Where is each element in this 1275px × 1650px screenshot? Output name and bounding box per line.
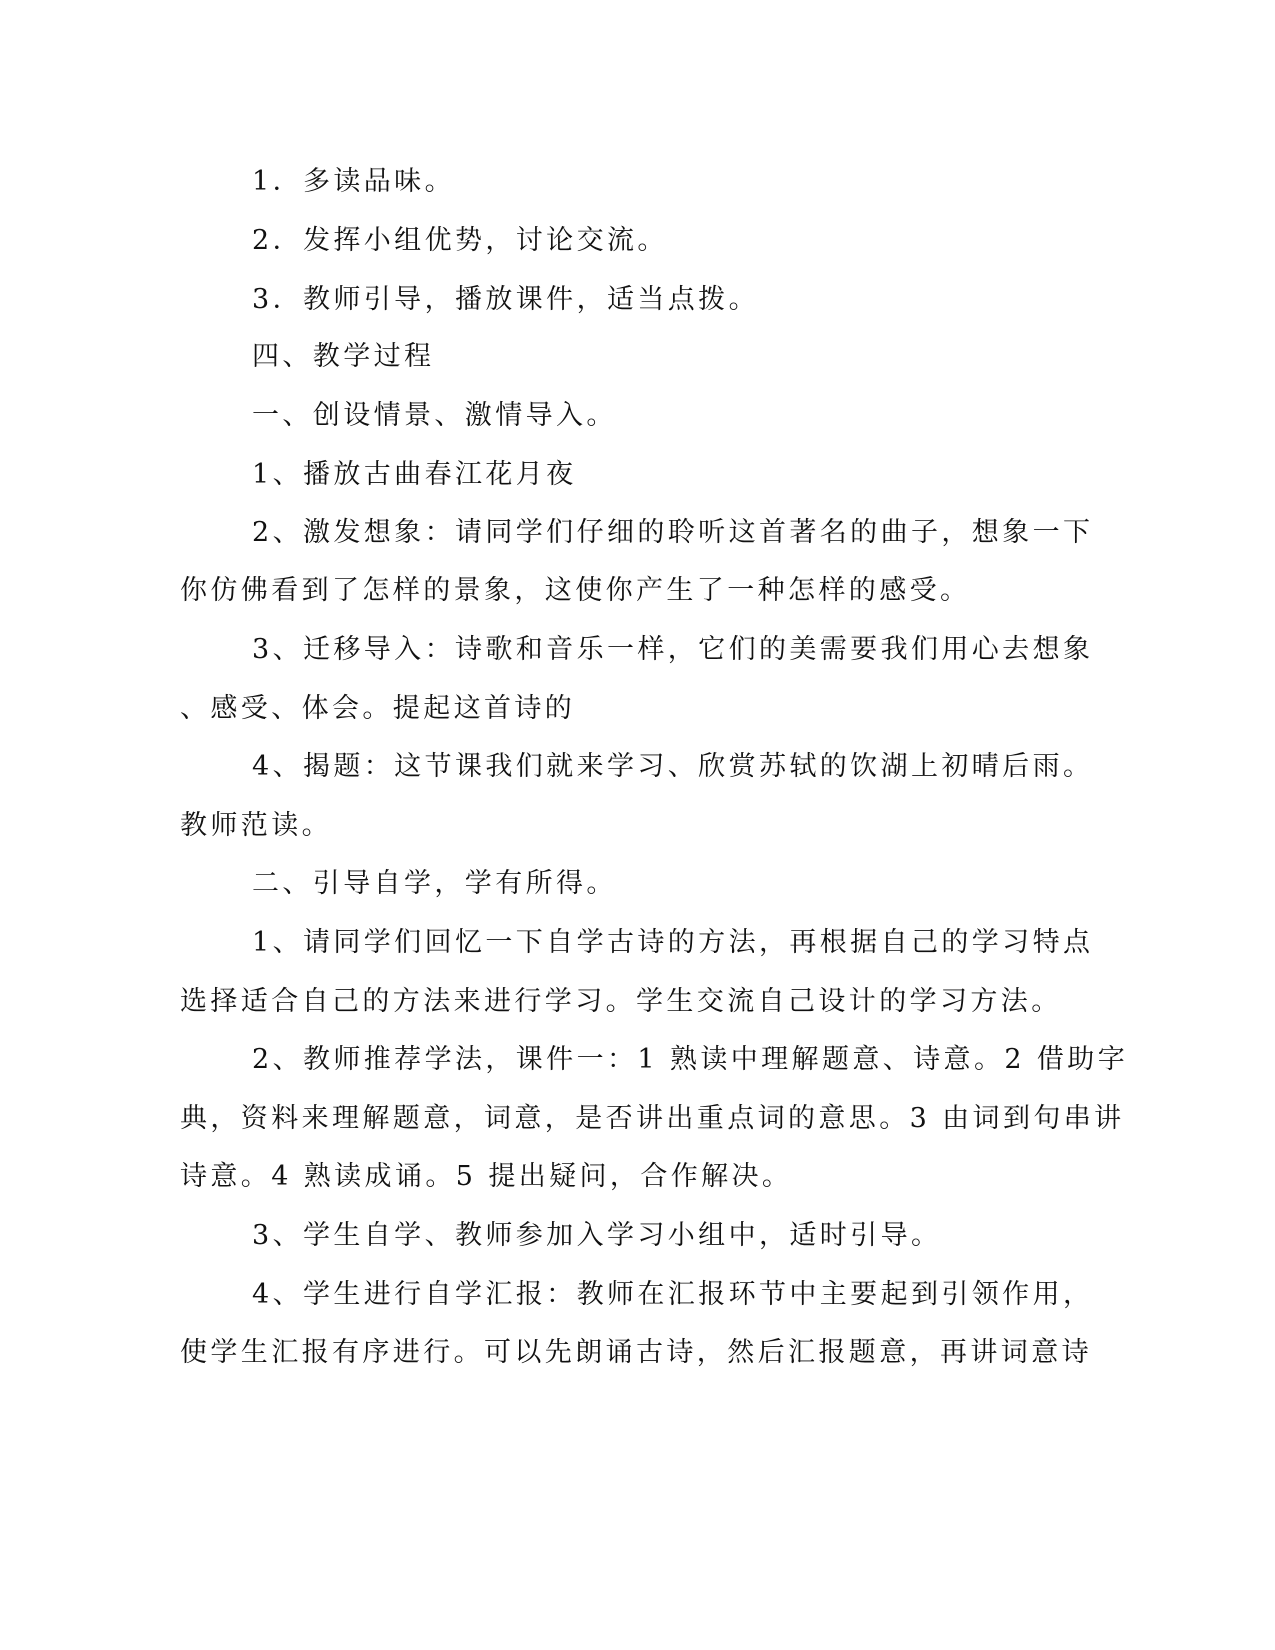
text-line: 4、学生进行自学汇报：教师在汇报环节中主要起到引领作用， — [252, 1279, 1094, 1310]
text-line: 3、迁移导入：诗歌和音乐一样，它们的美需要我们用心去想象 — [252, 634, 1094, 665]
text-line: 3．教师引导，播放课件，适当点拨。 — [252, 284, 759, 315]
section-heading: 一、创设情景、激情导入。 — [252, 400, 617, 431]
text-line: 、感受、体会。提起这首诗的 — [180, 693, 576, 724]
section-heading: 四、教学过程 — [252, 341, 435, 372]
text-line: 3、学生自学、教师参加入学习小组中，适时引导。 — [252, 1220, 942, 1251]
section-heading: 二、引导自学，学有所得。 — [252, 868, 617, 899]
text-line: 使学生汇报有序进行。可以先朗诵古诗，然后汇报题意，再讲词意诗 — [180, 1337, 1092, 1368]
text-line: 典，资料来理解题意，词意，是否讲出重点词的意思。3 由词到句串讲 — [180, 1103, 1125, 1134]
text-line: 2、激发想象：请同学们仔细的聆听这首著名的曲子，想象一下 — [252, 517, 1094, 548]
text-line: 诗意。4 熟读成诵。5 提出疑问，合作解决。 — [180, 1161, 793, 1192]
text-line: 教师范读。 — [180, 810, 332, 841]
text-line: 1．多读品味。 — [252, 166, 455, 197]
text-line: 2．发挥小组优势，讨论交流。 — [252, 225, 668, 256]
text-line: 4、揭题：这节课我们就来学习、欣赏苏轼的饮湖上初晴后雨。 — [252, 751, 1094, 782]
text-line: 2、教师推荐学法，课件一：1 熟读中理解题意、诗意。2 借助字 — [252, 1044, 1129, 1075]
text-line: 1、请同学们回忆一下自学古诗的方法，再根据自己的学习特点 — [252, 927, 1094, 958]
text-line: 1、播放古曲春江花月夜 — [252, 459, 577, 490]
text-line: 你仿佛看到了怎样的景象，这使你产生了一种怎样的感受。 — [180, 575, 971, 606]
text-line: 选择适合自己的方法来进行学习。学生交流自己设计的学习方法。 — [180, 986, 1062, 1017]
